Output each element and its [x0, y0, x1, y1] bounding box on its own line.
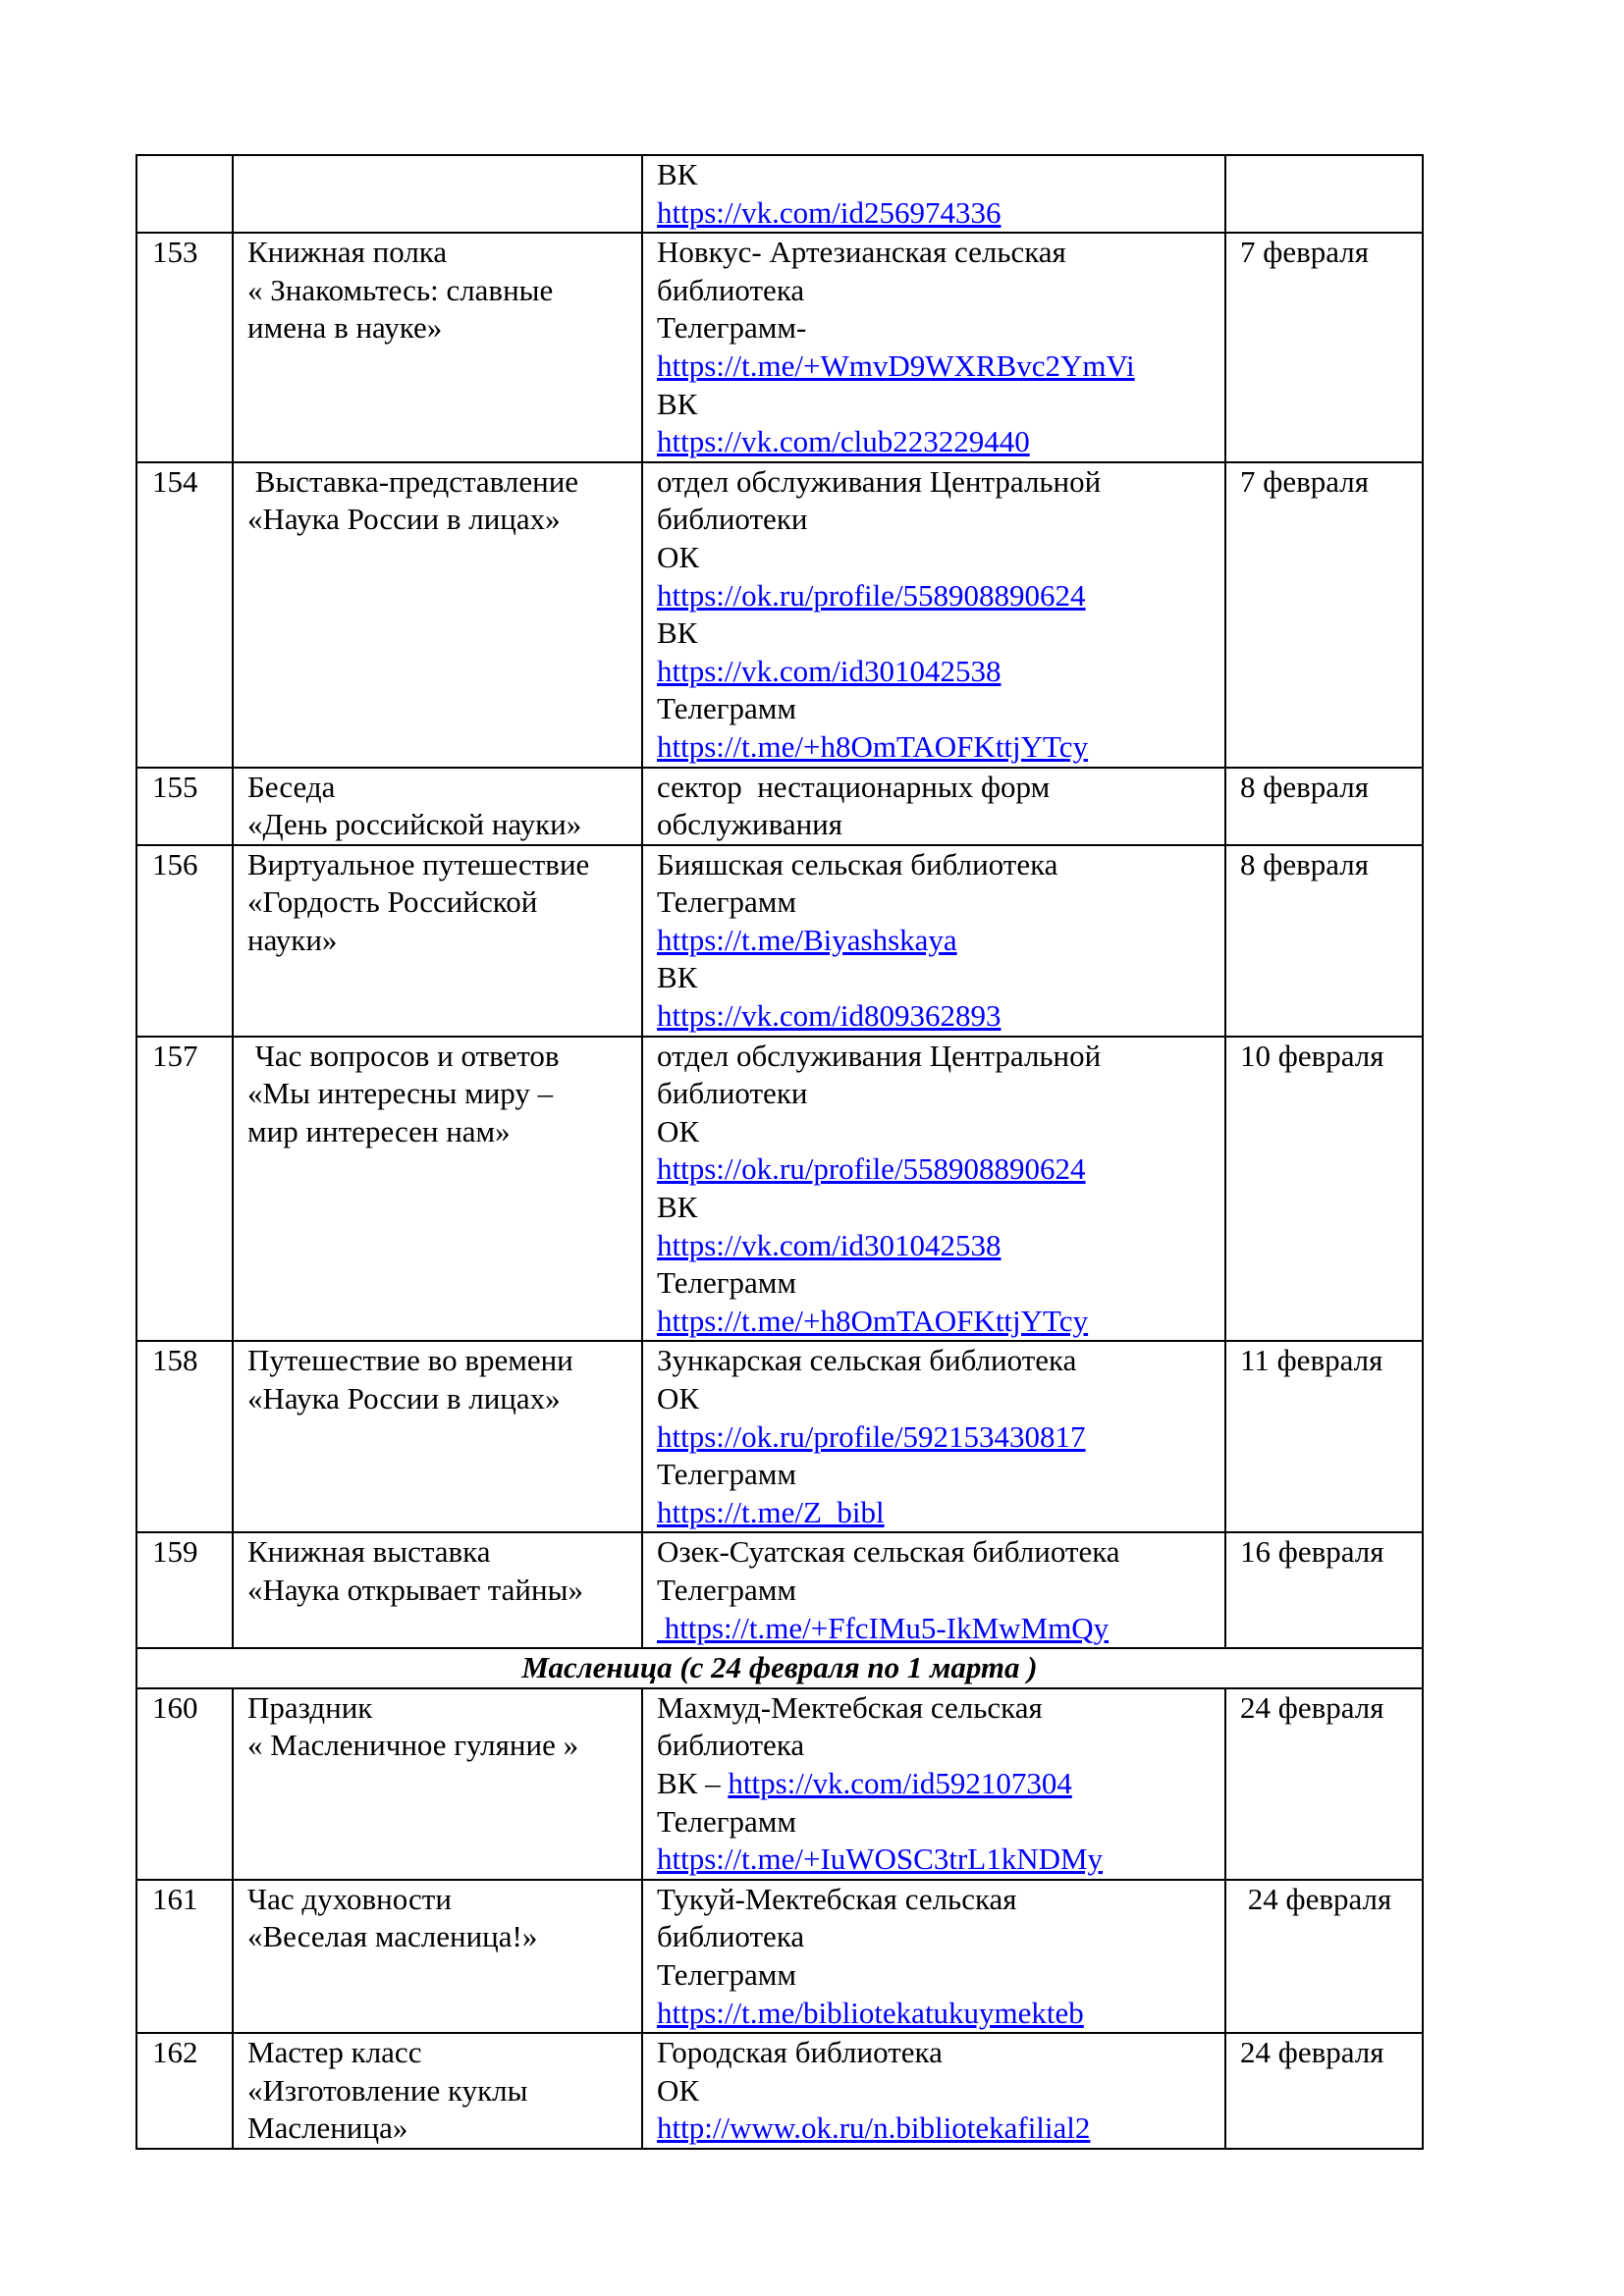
info-line: [657, 156, 1224, 194]
event-title-line: Виртуальное путешествие: [247, 846, 590, 881]
table-row: [136, 155, 1423, 233]
event-title-line: Час духовности: [247, 1881, 452, 1916]
info-text: Озек-Суатская сельская библиотека: [657, 1534, 1120, 1570]
info-text: ОК: [657, 1381, 700, 1415]
event-date-cell: [1225, 233, 1423, 462]
info-text: отдел обслуживания Центральной: [657, 1038, 1102, 1073]
event-title-line: « Знакомьтесь: славные: [247, 272, 554, 307]
info-text: ВК: [657, 1190, 698, 1225]
event-date: 8 февраля: [1240, 769, 1369, 804]
info-text: Телеграмм: [657, 884, 796, 920]
event-title-line: Праздник: [247, 1689, 373, 1725]
event-title-line: «Наука России в лицах»: [247, 1381, 561, 1415]
event-date: 24 февраля: [1240, 1881, 1392, 1916]
info-text: обслуживания: [657, 807, 843, 842]
event-title-line: «Изготовление куклы: [247, 2072, 528, 2108]
info-text: Телеграмм: [657, 1572, 796, 1607]
info-line: [657, 423, 1224, 461]
social-link[interactable]: https://t.me/+FfcIMu5-IkMwMmQy: [657, 1610, 1110, 1645]
social-link[interactable]: https://vk.com/id809362893: [657, 998, 1001, 1034]
social-link[interactable]: https://t.me/bibliotekatukuymekteb: [657, 1995, 1084, 2030]
row-number-cell: [136, 233, 233, 462]
event-title-line: « Масленичное гуляние »: [247, 1728, 579, 1763]
table-row: [136, 1532, 1423, 1648]
info-text: Телеграмм: [657, 1803, 796, 1839]
info-line: [657, 1227, 1224, 1265]
row-number-cell: [136, 768, 233, 845]
info-text: библиотеки: [657, 1076, 808, 1111]
event-title-line: Масленица»: [247, 2110, 408, 2146]
info-line: [657, 653, 1224, 691]
event-title-cell: [233, 1880, 642, 2033]
info-line: [657, 1956, 1224, 1995]
info-text: ВК: [657, 960, 698, 995]
event-title-cell: [233, 233, 642, 462]
row-number-cell: [136, 155, 233, 233]
venue-links-cell: [642, 1341, 1225, 1532]
info-line: [657, 347, 1224, 386]
info-line: [657, 1533, 1224, 1572]
info-line: [657, 1689, 1224, 1728]
social-link[interactable]: https://vk.com/club223229440: [657, 424, 1030, 459]
row-number: 162: [152, 2035, 198, 2070]
info-line: [657, 194, 1224, 233]
event-title-line: Беседа: [247, 769, 336, 804]
event-date: 24 февраля: [1240, 2035, 1384, 2070]
event-title-cell: [233, 1532, 642, 1648]
event-title-line: «День российской науки»: [247, 807, 582, 842]
info-line: [657, 690, 1224, 728]
event-date-cell: [1225, 845, 1423, 1037]
info-text: библиотека: [657, 1728, 805, 1763]
social-link[interactable]: https://vk.com/id592107304: [728, 1765, 1072, 1800]
table-row: [136, 1037, 1423, 1342]
event-date-cell: [1225, 1880, 1423, 2033]
row-number: 158: [152, 1343, 198, 1378]
social-link[interactable]: https://vk.com/id301042538: [657, 1227, 1001, 1262]
info-line: [657, 1075, 1224, 1113]
venue-links-cell: [642, 768, 1225, 845]
event-title-cell: [233, 845, 642, 1037]
event-title-line: Путешествие во времени: [247, 1343, 573, 1378]
info-line: [657, 1189, 1224, 1227]
venue-links-cell: [642, 1688, 1225, 1880]
event-title-cell: [233, 2033, 642, 2149]
event-date: 24 февраля: [1240, 1689, 1384, 1725]
info-text: Телеграмм: [657, 691, 796, 726]
info-line: [657, 1918, 1224, 1956]
info-line: [657, 922, 1224, 960]
social-link[interactable]: https://vk.com/id256974336: [657, 194, 1001, 230]
info-text: ВК: [657, 386, 698, 421]
table-row: [136, 1341, 1423, 1532]
event-date-cell: [1225, 1688, 1423, 1880]
event-date-cell: [1225, 1037, 1423, 1342]
event-date-cell: [1225, 1341, 1423, 1532]
venue-links-cell: [642, 1037, 1225, 1342]
event-title-line: Выставка-представление: [247, 463, 579, 499]
info-line: [657, 1264, 1224, 1303]
event-date-cell: [1225, 462, 1423, 768]
info-text: ВК –: [657, 1765, 729, 1800]
info-line: [657, 846, 1224, 884]
event-date: 16 февраля: [1240, 1534, 1384, 1570]
venue-links-cell: [642, 2033, 1225, 2149]
info-text: ВК: [657, 615, 698, 651]
social-link[interactable]: https://vk.com/id301042538: [657, 653, 1001, 688]
info-text: Городская библиотека: [657, 2035, 943, 2070]
row-number: 154: [152, 463, 198, 499]
info-line: [657, 1765, 1224, 1803]
event-title-line: Книжная выставка: [247, 1534, 491, 1570]
table-row: [136, 768, 1423, 845]
row-number-cell: [136, 845, 233, 1037]
info-line: [657, 997, 1224, 1036]
info-text: Телеграмм-: [657, 310, 807, 346]
table-row: [136, 2033, 1423, 2149]
info-text: ВК: [657, 157, 698, 191]
info-line: [657, 577, 1224, 615]
info-text: ОК: [657, 1113, 700, 1148]
social-link[interactable]: https://t.me/Biyashskaya: [657, 922, 957, 957]
row-number: 159: [152, 1534, 198, 1570]
event-date-cell: [1225, 1532, 1423, 1648]
event-title-line: Книжная полка: [247, 235, 448, 270]
info-text: библиотека: [657, 272, 805, 307]
event-title-line: «Мы интересны миру –: [247, 1076, 554, 1111]
info-line: [657, 806, 1224, 844]
info-line: [657, 1342, 1224, 1380]
event-title-cell: [233, 1341, 642, 1532]
info-line: [657, 386, 1224, 424]
social-link[interactable]: https://t.me/+IuWOSC3trL1kNDMy: [657, 1842, 1104, 1877]
info-line: [657, 1881, 1224, 1919]
row-number-cell: [136, 1880, 233, 2033]
event-title-line: Мастер класс: [247, 2035, 422, 2070]
venue-links-cell: [642, 462, 1225, 768]
table-row: [136, 233, 1423, 462]
info-line: [657, 1494, 1224, 1532]
event-title-line: мир интересен нам»: [247, 1113, 511, 1148]
row-number-cell: [136, 1037, 233, 1342]
info-text: Тукуй-Мектебская сельская: [657, 1881, 1017, 1916]
events-table-body: [136, 155, 1423, 2149]
venue-links-cell: [642, 845, 1225, 1037]
info-text: Телеграмм: [657, 1457, 796, 1492]
row-number-cell: [136, 1688, 233, 1880]
table-row: [136, 1880, 1423, 2033]
event-date-cell: [1225, 768, 1423, 845]
info-line: [657, 959, 1224, 997]
row-number-cell: [136, 2033, 233, 2149]
row-number-cell: [136, 1341, 233, 1532]
info-line: [657, 2109, 1224, 2148]
section-header-row: [136, 1648, 1423, 1688]
row-number-cell: [136, 1532, 233, 1648]
info-line: [657, 309, 1224, 347]
info-line: [657, 1803, 1224, 1842]
row-number: 157: [152, 1038, 198, 1073]
info-line: [657, 1418, 1224, 1457]
table-row: [136, 1688, 1423, 1880]
info-text: ОК: [657, 539, 700, 574]
event-date: 11 февраля: [1240, 1343, 1383, 1378]
info-text: сектор нестационарных форм: [657, 769, 1051, 804]
info-text: Бияшская сельская библиотека: [657, 846, 1058, 881]
event-title-line: «Веселая масленица!»: [247, 1919, 538, 1954]
info-line: [657, 2034, 1224, 2072]
venue-links-cell: [642, 233, 1225, 462]
event-title-line: «Гордость Российской: [247, 884, 538, 920]
social-link[interactable]: https://t.me/+h8OmTAOFKttjYTcy: [657, 1303, 1089, 1338]
social-link[interactable]: https://ok.ru/profile/592153430817: [657, 1418, 1086, 1454]
info-line: [657, 1610, 1224, 1648]
row-number: 160: [152, 1689, 198, 1725]
row-number: 161: [152, 1881, 198, 1916]
event-title-cell: [233, 1037, 642, 1342]
event-date: 8 февраля: [1240, 846, 1369, 881]
info-line: [657, 769, 1224, 807]
info-line: [657, 1113, 1224, 1151]
info-text: Телеграмм: [657, 1265, 796, 1301]
info-line: [657, 1038, 1224, 1076]
info-line: [657, 1841, 1224, 1879]
event-date-cell: [1225, 155, 1423, 233]
row-number-cell: [136, 462, 233, 768]
row-number: 156: [152, 846, 198, 881]
info-line: [657, 1303, 1224, 1341]
info-line: [657, 501, 1224, 539]
event-title-line: «Наука России в лицах»: [247, 502, 561, 537]
event-title-cell: [233, 462, 642, 768]
info-line: [657, 1150, 1224, 1189]
social-link[interactable]: https://t.me/Z_bibl: [657, 1494, 885, 1529]
event-title-line: «Наука открывает тайны»: [247, 1572, 583, 1607]
event-title-cell: [233, 768, 642, 845]
venue-links-cell: [642, 1880, 1225, 2033]
info-line: [657, 234, 1224, 272]
info-line: [657, 1380, 1224, 1418]
info-line: [657, 2072, 1224, 2110]
table-row: [136, 462, 1423, 768]
info-text: Телеграмм: [657, 1956, 796, 1992]
social-link[interactable]: http://www.ok.ru/n.bibliotekafilial2: [657, 2110, 1091, 2146]
event-date-cell: [1225, 2033, 1423, 2149]
info-text: библиотеки: [657, 502, 808, 537]
info-line: [657, 463, 1224, 502]
row-number: 155: [152, 769, 198, 804]
info-text: ОК: [657, 2072, 700, 2108]
event-title-line: науки»: [247, 922, 338, 957]
event-date: 10 февраля: [1240, 1038, 1384, 1073]
info-text: отдел обслуживания Центральной: [657, 463, 1102, 499]
info-line: [657, 614, 1224, 653]
info-text: Зункарская сельская библиотека: [657, 1343, 1077, 1378]
info-line: [657, 272, 1224, 310]
info-line: [657, 1572, 1224, 1610]
event-date: 7 февраля: [1240, 463, 1369, 499]
info-line: [657, 728, 1224, 767]
social-link[interactable]: https://t.me/+WmvD9WXRBvc2YmVi: [657, 347, 1135, 383]
info-text: Махмуд-Мектебская сельская: [657, 1689, 1043, 1725]
info-text: библиотека: [657, 1919, 805, 1954]
events-table: [135, 154, 1424, 2150]
info-line: [657, 883, 1224, 922]
event-title-line: имена в науке»: [247, 310, 443, 346]
event-title-cell: [233, 1688, 642, 1880]
event-title-line: Час вопросов и ответов: [247, 1038, 560, 1073]
info-line: [657, 539, 1224, 577]
event-date: 7 февраля: [1240, 235, 1369, 270]
info-line: [657, 1456, 1224, 1494]
info-line: [657, 1995, 1224, 2033]
social-link[interactable]: https://t.me/+h8OmTAOFKttjYTcy: [657, 728, 1089, 764]
table-row: [136, 845, 1423, 1037]
social-link[interactable]: https://ok.ru/profile/558908890624: [657, 577, 1086, 613]
social-link[interactable]: https://ok.ru/profile/558908890624: [657, 1151, 1086, 1187]
venue-links-cell: [642, 155, 1225, 233]
venue-links-cell: [642, 1532, 1225, 1648]
section-title: Масленица (с 24 февраля по 1 марта ): [136, 1648, 1423, 1688]
row-number: 153: [152, 235, 198, 270]
info-line: [657, 1727, 1224, 1765]
info-text: Новкус- Артезианская сельская: [657, 235, 1066, 270]
event-title-cell: [233, 155, 642, 233]
